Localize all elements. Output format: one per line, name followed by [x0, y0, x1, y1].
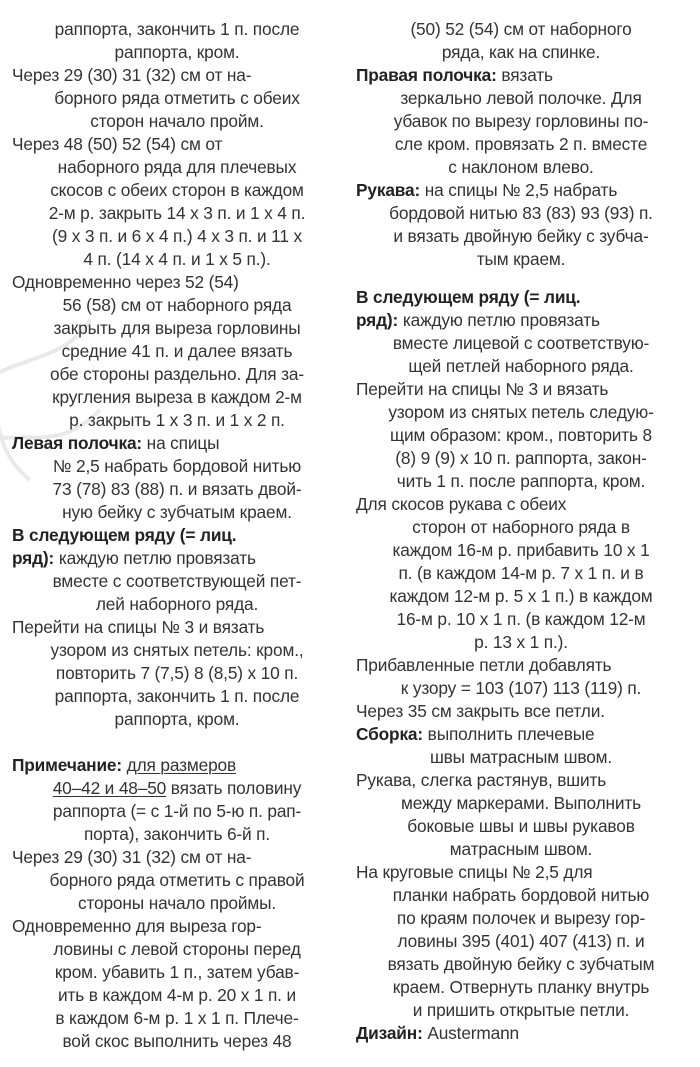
text-line: скосов с обеих сторон в каждом [50, 180, 304, 200]
heading-assembly: Сборка: [356, 724, 424, 744]
text-line: 73 (78) 83 (88) п. и вязать двой- [52, 479, 302, 499]
text-line: обе стороны раздельно. Для за- [50, 364, 304, 384]
text-line: № 2,5 набрать бордовой нитью [52, 456, 302, 476]
text-line: между маркерами. Выполнить [400, 793, 642, 813]
heading-right-front: Правая полочка: [356, 65, 497, 85]
text-line: каждом 16-м р. прибавить 10 х 1 [392, 540, 650, 560]
text-line: Перейти на спицы № 3 и вязать [12, 617, 265, 637]
text-line: бордовой нитью 83 (83) 93 (93) п. [389, 203, 653, 223]
text-line: ловины 395 (401) 407 (413) п. и [397, 931, 645, 951]
text-line: раппорта, кром. [114, 709, 240, 729]
text-line: с наклоном влево. [448, 157, 594, 177]
text-line: Перейти на спицы № 3 и вязать [356, 379, 609, 399]
text-run: вязать [501, 65, 553, 85]
text-line: в каждом 6-м р. 1 х 1 п. Плече- [55, 1008, 299, 1028]
text-line: Одновременно для выреза гор- [12, 916, 262, 936]
text-line: порта), закончить 6-й п. [83, 824, 271, 844]
text-line: кром. убавить 1 п., затем убав- [54, 962, 300, 982]
text-line: 16-м р. 10 х 1 п. (в каждом 12-м [396, 609, 646, 629]
heading-next-row-cont: ряд): [12, 548, 55, 568]
heading-note: Примечание: [12, 755, 122, 775]
text-run: каждую петлю провязать [402, 310, 600, 330]
text-line [12, 754, 236, 777]
text-line: 56 (58) см от наборного ряда [62, 295, 292, 315]
text-line: тым краем. [476, 249, 566, 269]
heading-design: Дизайн: [356, 1023, 423, 1043]
text-line: 4 п. (14 х 4 п. и 1 х 5 п.). [83, 249, 271, 269]
text-line: средние 41 п. и далее вязать [61, 341, 293, 361]
text-line: планки набрать бордовой нитью [392, 885, 650, 905]
text-line: ряда, как на спинке. [441, 42, 601, 62]
note-sizes: для размеров [126, 755, 237, 775]
text-run: на спицы № 2,5 набрать [424, 180, 618, 200]
text-line: Через 29 (30) 31 (32) см от на- [12, 65, 252, 85]
text-line: раппорта, закончить 1 п. после [54, 19, 300, 39]
text-line: узором из снятых петель следую- [388, 402, 654, 422]
text-line: На круговые спицы № 2,5 для [356, 862, 593, 882]
text-line: (9 х 3 п. и 6 х 4 п.) 4 х 3 п. и 11 х [52, 226, 302, 246]
text-line [356, 723, 594, 746]
note-sizes: 40–42 и 48–50 [52, 778, 167, 798]
text-line: и пришить открытые петли. [412, 1000, 630, 1020]
text-line: наборного ряда для плечевых [57, 157, 297, 177]
text-line: вязать двойную бейку с зубчатым [387, 954, 655, 974]
text-line: Для скосов рукава с обеих [356, 494, 567, 514]
text-line: раппорта, кром. [114, 42, 240, 62]
text-line: Через 29 (30) 31 (32) см от на- [12, 847, 252, 867]
text-line: (50) 52 (54) см от наборного [410, 19, 632, 39]
text-line: ную бейку с зубчатым краем. [62, 502, 292, 522]
text-line: матрасным швом. [449, 839, 593, 859]
text-line: щим образом: кром., повторить 8 [389, 425, 653, 445]
text-line: Через 35 см закрыть все петли. [356, 701, 605, 721]
text-line: вместе с соответствующей пет- [52, 571, 302, 591]
text-line [12, 547, 256, 570]
text-line: ловины с левой стороны перед [53, 939, 301, 959]
text-line: чить 1 п. после раппорта, кром. [396, 471, 646, 491]
text-line: п. (в каждом 14-м р. 7 х 1 п. и в [398, 563, 644, 583]
text-run: выполнить плечевые [427, 724, 595, 744]
text-line: Одновременно через 52 (54) [12, 272, 239, 292]
text-line: зеркально левой полочке. Для [400, 88, 642, 108]
text-line [12, 777, 342, 800]
text-line [356, 309, 600, 332]
text-line: борного ряда отметить с правой [49, 870, 305, 890]
text-line: швы матрасным швом. [429, 747, 613, 767]
text-line: закрыть для выреза горловины [53, 318, 301, 338]
text-line: вместе лицевой с соответствую- [392, 333, 650, 353]
text-line: ить в каждом 4-м р. 20 х 1 п. и [58, 985, 296, 1005]
text-line: р. закрыть 1 х 3 п. и 1 х 2 п. [69, 410, 285, 430]
text-line: раппорта, закончить 1 п. после [54, 686, 300, 706]
text-run: на спицы [146, 433, 220, 453]
text-run: каждую петлю провязать [58, 548, 256, 568]
text-line: вой скос выполнить через 48 [62, 1031, 292, 1051]
text-line: 2-м р. закрыть 14 х 3 п. и 1 х 4 п. [48, 203, 306, 223]
text-line: к узору = 103 (107) 113 (119) п. [400, 678, 642, 698]
text-line: боковые швы и швы рукавов [407, 816, 635, 836]
text-line: и вязать двойную бейку с зубча- [393, 226, 649, 246]
text-line: Рукава, слегка растянув, вшить [356, 770, 607, 790]
text-line: повторить 7 (7,5) 8 (8,5) х 10 п. [55, 663, 299, 683]
text-line: раппорта (= с 1-й по 5-ю п. рап- [52, 801, 302, 821]
text-line: щей петлей наборного ряда. [408, 356, 634, 376]
text-run: Austermann [427, 1023, 520, 1043]
heading-next-row: В следующем ряду (= лиц. [356, 287, 581, 307]
text-line [356, 179, 617, 202]
text-line: стороны начало проймы. [77, 893, 277, 913]
text-run: вязать половину [170, 778, 302, 798]
text-line: краем. Отвернуть планку внутрь [392, 977, 650, 997]
text-line: убавок по вырезу горловины по- [393, 111, 649, 131]
text-line: борного ряда отметить с обеих [54, 88, 300, 108]
text-line [356, 1022, 519, 1045]
text-line: сторон начало пройм. [90, 111, 264, 131]
text-line [356, 64, 553, 87]
text-line: узором из снятых петель: кром., [50, 640, 304, 660]
text-line: Прибавленные петли добавлять [356, 655, 612, 675]
text-line: по краям полочек и вырезу гор- [396, 908, 646, 928]
text-line: каждом 12-м р. 5 х 1 п.) в каждом [389, 586, 653, 606]
text-line: кругления выреза в каждом 2-м [52, 387, 302, 407]
text-line: сторон от наборного ряда в [412, 517, 630, 537]
text-line [12, 432, 219, 455]
heading-left-front: Левая полочка: [12, 433, 143, 453]
text-line: р. 13 х 1 п.). [474, 632, 568, 652]
text-line: лей наборного ряда. [95, 594, 259, 614]
heading-next-row-cont: ряд): [356, 310, 399, 330]
text-line: сле кром. провязать 2 п. вместе [394, 134, 648, 154]
text-line: (8) 9 (9) х 10 п. раппорта, закон- [395, 448, 647, 468]
heading-next-row: В следующем ряду (= лиц. [12, 525, 237, 545]
text-line: Через 48 (50) 52 (54) см от [12, 134, 223, 154]
heading-sleeves: Рукава: [356, 180, 421, 200]
